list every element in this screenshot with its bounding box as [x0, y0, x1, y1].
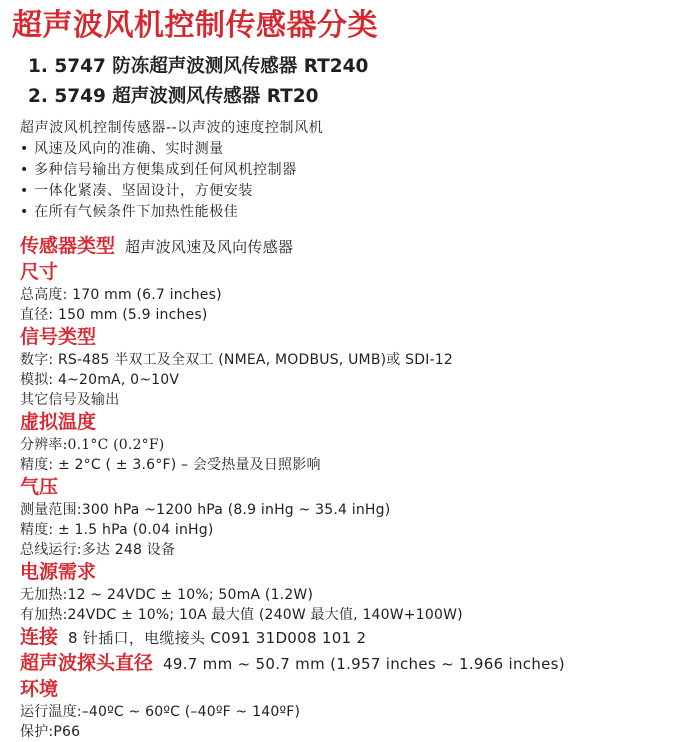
bullet-icon: • [20, 183, 29, 199]
feature-text: 多种信号输出方便集成到任何风机控制器 [34, 162, 297, 178]
section-value: 8 针插口，电缆接头 C091 31D008 101 2 [68, 629, 367, 647]
spec-line: 精度: ± 1.5 hPa (0.04 inHg) [20, 522, 214, 538]
spec-line: 保护:P66 [20, 724, 81, 740]
feature-bullet [20, 139, 323, 160]
intro-block [20, 118, 323, 223]
spec-line: 测量范围:300 hPa ~1200 hPa (8.9 inHg ~ 35.4 inHg) [20, 502, 391, 518]
feature-bullet [20, 160, 323, 181]
spec-list [20, 234, 685, 742]
feature-text: 在所有气候条件下加热性能极佳 [34, 204, 239, 220]
section-heading-virtual-temp: 虚拟温度 [20, 411, 97, 433]
section-heading: 传感器类型 [20, 235, 116, 257]
spec-line: 运行温度:–40ºC ~ 60ºC (–40ºF ~ 140ºF) [20, 704, 301, 720]
section-sensor-type [20, 234, 685, 260]
section-value: 超声波风速及风向传感器 [125, 238, 294, 256]
model-list [28, 52, 368, 112]
section-heading-pressure: 气压 [20, 476, 59, 498]
section-connection [20, 625, 685, 651]
spec-line: 数字: RS-485 半双工及全双工 (NMEA, MODBUS, UMB)或 SDI-12 [20, 352, 454, 368]
section-probe-diameter [20, 651, 685, 677]
section-heading-power: 电源需求 [20, 561, 97, 583]
spec-line: 模拟: 4~20mA, 0~10V [20, 372, 180, 388]
section-value: 49.7 mm ~ 50.7 mm (1.957 inches ~ 1.966 inches) [163, 655, 565, 673]
spec-line: 无加热:12 ~ 24VDC ± 10%; 50mA (1.2W) [20, 587, 314, 603]
model-item-5749: 2. 5749 超声波测风传感器 RT20 [28, 86, 319, 107]
section-heading-size: 尺寸 [20, 261, 59, 283]
bullet-icon: • [20, 204, 29, 220]
bullet-icon: • [20, 162, 29, 178]
feature-bullet [20, 202, 323, 223]
spec-line: 总高度: 170 mm (6.7 inches) [20, 287, 222, 303]
bullet-icon: • [20, 141, 29, 157]
feature-bullet [20, 181, 323, 202]
section-heading-signal: 信号类型 [20, 326, 97, 348]
section-heading-environment: 环境 [20, 678, 59, 700]
section-heading: 超声波探头直径 [20, 652, 154, 674]
spec-line: 有加热:24VDC ± 10%; 10A 最大值 (240W 最大值, 140W+100W) [20, 607, 463, 623]
spec-line: 直径: 150 mm (5.9 inches) [20, 307, 208, 323]
intro-lead: 超声波风机控制传感器--以声波的速度控制风机 [20, 120, 324, 136]
feature-text: 一体化紧凑、坚固设计，方便安装 [34, 183, 253, 199]
page-title: 超声波风机控制传感器分类 [12, 8, 378, 43]
spec-line: 精度: ± 2°C ( ± 3.6°F) – 会受热量及日照影响 [20, 457, 321, 473]
section-heading: 连接 [20, 626, 59, 648]
spec-line: 分辨率:0.1°C (0.2°F) [20, 437, 165, 453]
model-item-5747: 1. 5747 防冻超声波测风传感器 RT240 [28, 56, 369, 77]
feature-text: 风速及风向的准确、实时测量 [34, 141, 224, 157]
spec-line: 其它信号及输出 [20, 392, 120, 408]
spec-line: 总线运行:多达 248 设备 [20, 542, 176, 558]
